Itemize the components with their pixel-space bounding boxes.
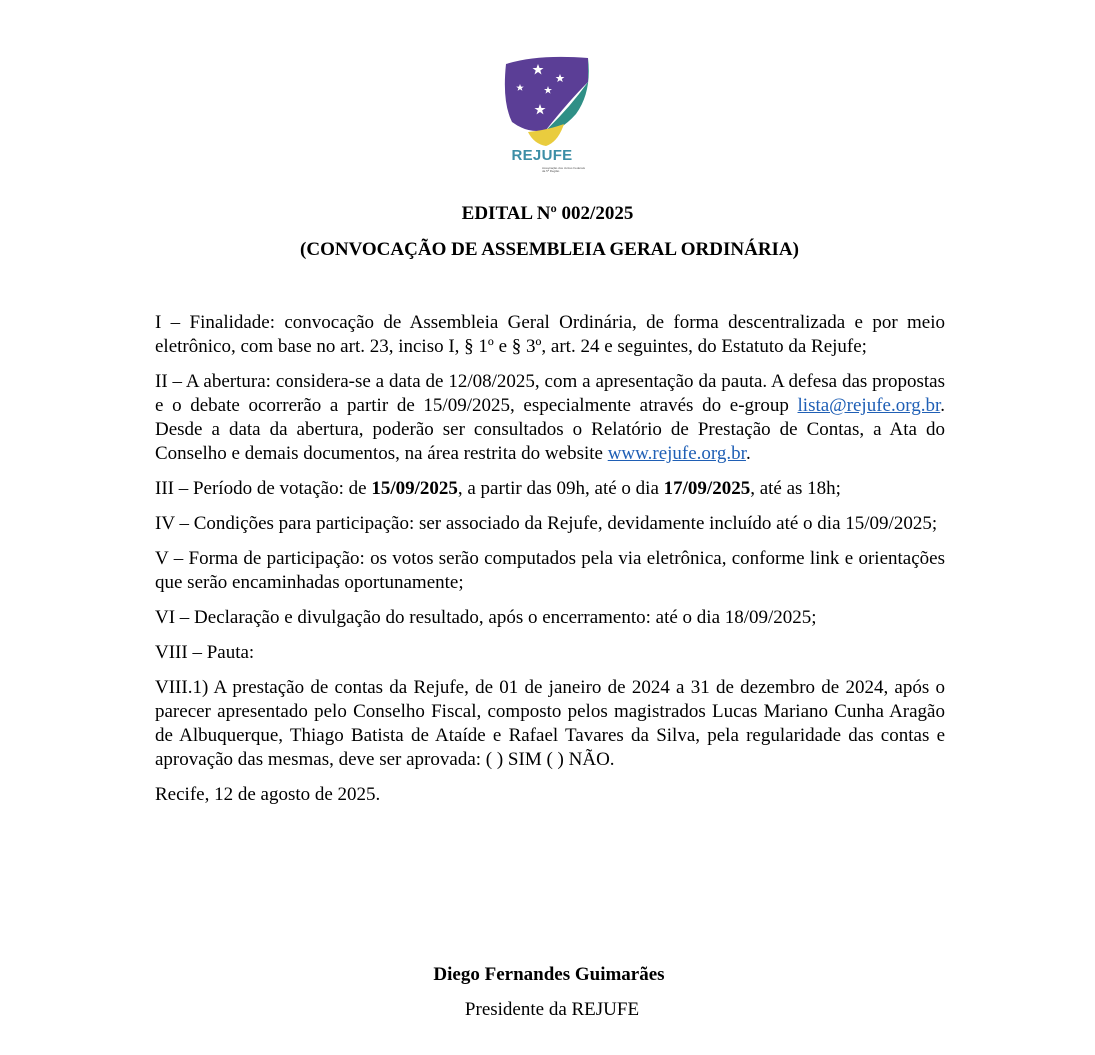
voting-end-date: 17/09/2025 bbox=[663, 478, 751, 499]
document-subtitle: (CONVOCAÇÃO DE ASSEMBLEIA GERAL ORDINÁRIA) bbox=[300, 239, 799, 260]
place-date: Recife, 12 de agosto de 2025. bbox=[155, 784, 381, 805]
rejufe-logo bbox=[498, 52, 598, 178]
website-link[interactable]: www.rejufe.org.br bbox=[607, 443, 746, 464]
item-viii: VIII – Pauta: bbox=[155, 642, 255, 663]
item-vi: VI – Declaração e divulgação do resultado, após o encerramento: até o dia 18/09/2025; bbox=[155, 607, 817, 628]
item-iii-middle: , a partir das 09h, até o dia bbox=[457, 478, 664, 499]
item-i: I – Finalidade: convocação de Assembleia Geral Ordinária, de forma descentralizada e por meio eletrônico, com base no art. 23, inciso I, § 1º e § 3º, art. 24 e seguintes, do Estatuto da Rejufe; bbox=[155, 312, 945, 357]
document-body bbox=[155, 311, 945, 818]
item-iii-suffix: , até as 18h; bbox=[750, 478, 841, 499]
item-ii-text-3: . bbox=[745, 443, 751, 464]
signature-name: Diego Fernandes Guimarães bbox=[433, 964, 665, 985]
item-iv: IV – Condições para participação: ser associado da Rejufe, devidamente incluído até o dia 15/09/2025; bbox=[155, 513, 938, 534]
logo-subtitle: Associação dos Juízes Federais da 5ª Região bbox=[542, 166, 586, 174]
shield-emblem-icon bbox=[498, 52, 598, 152]
item-ii bbox=[155, 370, 945, 466]
item-viii-1: VIII.1) A prestação de contas da Rejufe, de 01 de janeiro de 2024 a 31 de dezembro de 2024, após o parecer apresentado pelo Conselho Fiscal, composto pelos magistrados Lucas Mariano Cunha Aragão de Albuquerque, Thiago Batista de Ataíde e Rafael Tavares da Silva, pela regularidade das contas e aprovação das mesmas, deve ser aprovada: ( ) SIM ( ) NÃO. bbox=[155, 677, 945, 770]
signature-role: Presidente da REJUFE bbox=[464, 999, 640, 1020]
logo-text: REJUFE bbox=[511, 147, 573, 164]
email-link[interactable]: lista@rejufe.org.br bbox=[797, 395, 941, 416]
voting-start-date: 15/09/2025 bbox=[371, 478, 458, 499]
item-ii-text-1: II – A abertura: considera-se a data de 12/08/2025, com a apresentação da pauta. A defesa das propostas e o debate ocorrerão a partir de 15/09/2025, especialmente através do e-group bbox=[155, 371, 945, 416]
item-v: V – Forma de participação: os votos serão computados pela via eletrônica, conforme link e orientações que serão encaminhadas oportunamente; bbox=[155, 548, 945, 593]
item-iii bbox=[155, 477, 945, 501]
item-ii-text-2: . Desde a data da abertura, poderão ser consultados o Relatório de Prestação de Contas, a Ata do Conselho e demais documentos, na área restrita do website bbox=[155, 395, 945, 464]
document-title: EDITAL Nº 002/2025 bbox=[461, 203, 634, 224]
item-iii-prefix: III – Período de votação: de bbox=[155, 478, 372, 499]
